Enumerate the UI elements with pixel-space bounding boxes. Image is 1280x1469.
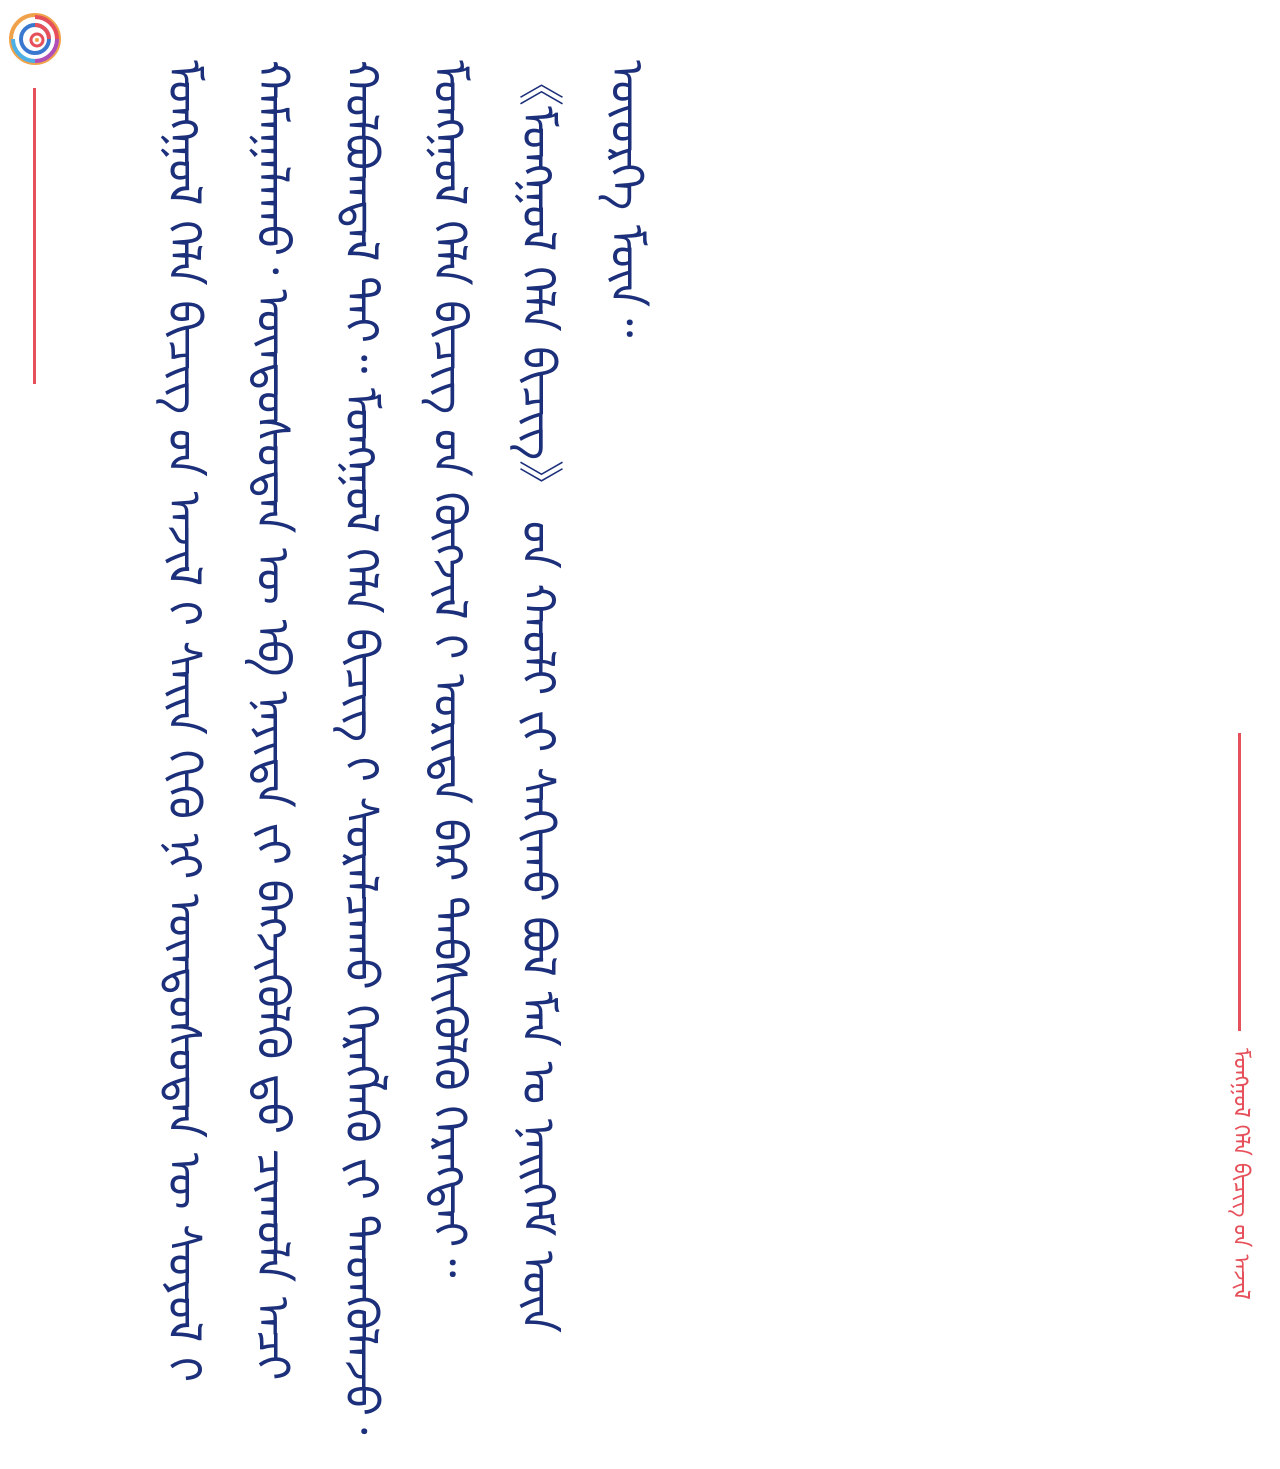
section-caption: ᠮᠣᠩᠭᠤᠯ ᠬᠡᠯᠡ ᠪᠢᠴᠢᠭ ᠤ᠋ᠨ ᠠᠵᠢᠯ [1228,1048,1253,1300]
right-accent-rule [1238,733,1241,1031]
spiral-logo-icon [8,12,62,66]
left-accent-rule [33,88,36,384]
body-paragraph: ᠮᠣᠩᠭᠤᠯ ᠬᠡᠯᠡ ᠪᠢᠴᠢᠭ᠌ ᠤ᠋ᠨ ᠠᠵᠢᠯ ᠢ᠋ ᠰᠠᠢᠨ ᠬᠢᠬᠦ ᠨᠢ ᠦᠨᠳᠦᠰᠦᠲᠡᠨ ᠦ ᠰᠣᠶᠣᠯ ᠢ᠋ ᠬᠠᠮᠠᠭᠠᠯᠠᠬᠤ᠂ ᠦᠨᠳᠦᠰᠦᠲᠡᠨ ᠦ ᠡᠪ ᠨᠡᠶᠢᠲᠡ ᠶ᠋ᠢ ᠪᠡᠬᠵᠢᠭᠦᠯᠬᠦ ᠳ᠋ᠦ ᠴᠢᠬᠤᠯᠠ ᠠᠴᠢ ᠬᠣᠯᠪᠣᠭᠳᠠᠯ ᠲᠠᠢ᠃ ᠮᠣᠩᠭᠤᠯ ᠬᠡᠯᠡ ᠪᠢᠴᠢᠭ᠌ ᠢ᠋ ᠰᠤᠷᠠᠯᠴᠠᠬᠤ ᠬᠡᠷᠡᠭᠯᠡᠬᠦ ᠶ᠋ᠢ ᠲᠡᠳᠭᠦᠯᠡᠵᠦ᠂ ᠮᠣᠩᠭᠤᠯ ᠬᠡᠯᠡ ᠪᠢᠴᠢᠭ᠌ ᠤ᠋ᠨ ᠬᠥᠭᠵᠢᠯ ᠢ᠋ ᠤᠷᠢᠳᠠ ᠪᠠᠷ ᠳᠡᠪᠰᠢᠭᠦᠯᠬᠦ ᠬᠡᠷᠡᠭᠲᠡᠢ᠃ 《ᠮᠣᠩᠭᠤᠯ ᠬᠡᠯᠡ ᠪᠢᠴᠢᠭ᠌》 ᠤ᠋ᠨ ᠬᠠᠤᠯᠢ ᠶ᠋ᠢ ᠰᠠᠬᠢᠬᠤ ᠪᠣᠯ ᠮᠠᠨ ᠤ ᠨᠡᠢᠭᠡᠮ ᠦᠨ ᠦᠦᠷᠭᠡ ᠮᠥᠨ᠃ [157,60,654,1435]
body-text [140,60,1150,1440]
